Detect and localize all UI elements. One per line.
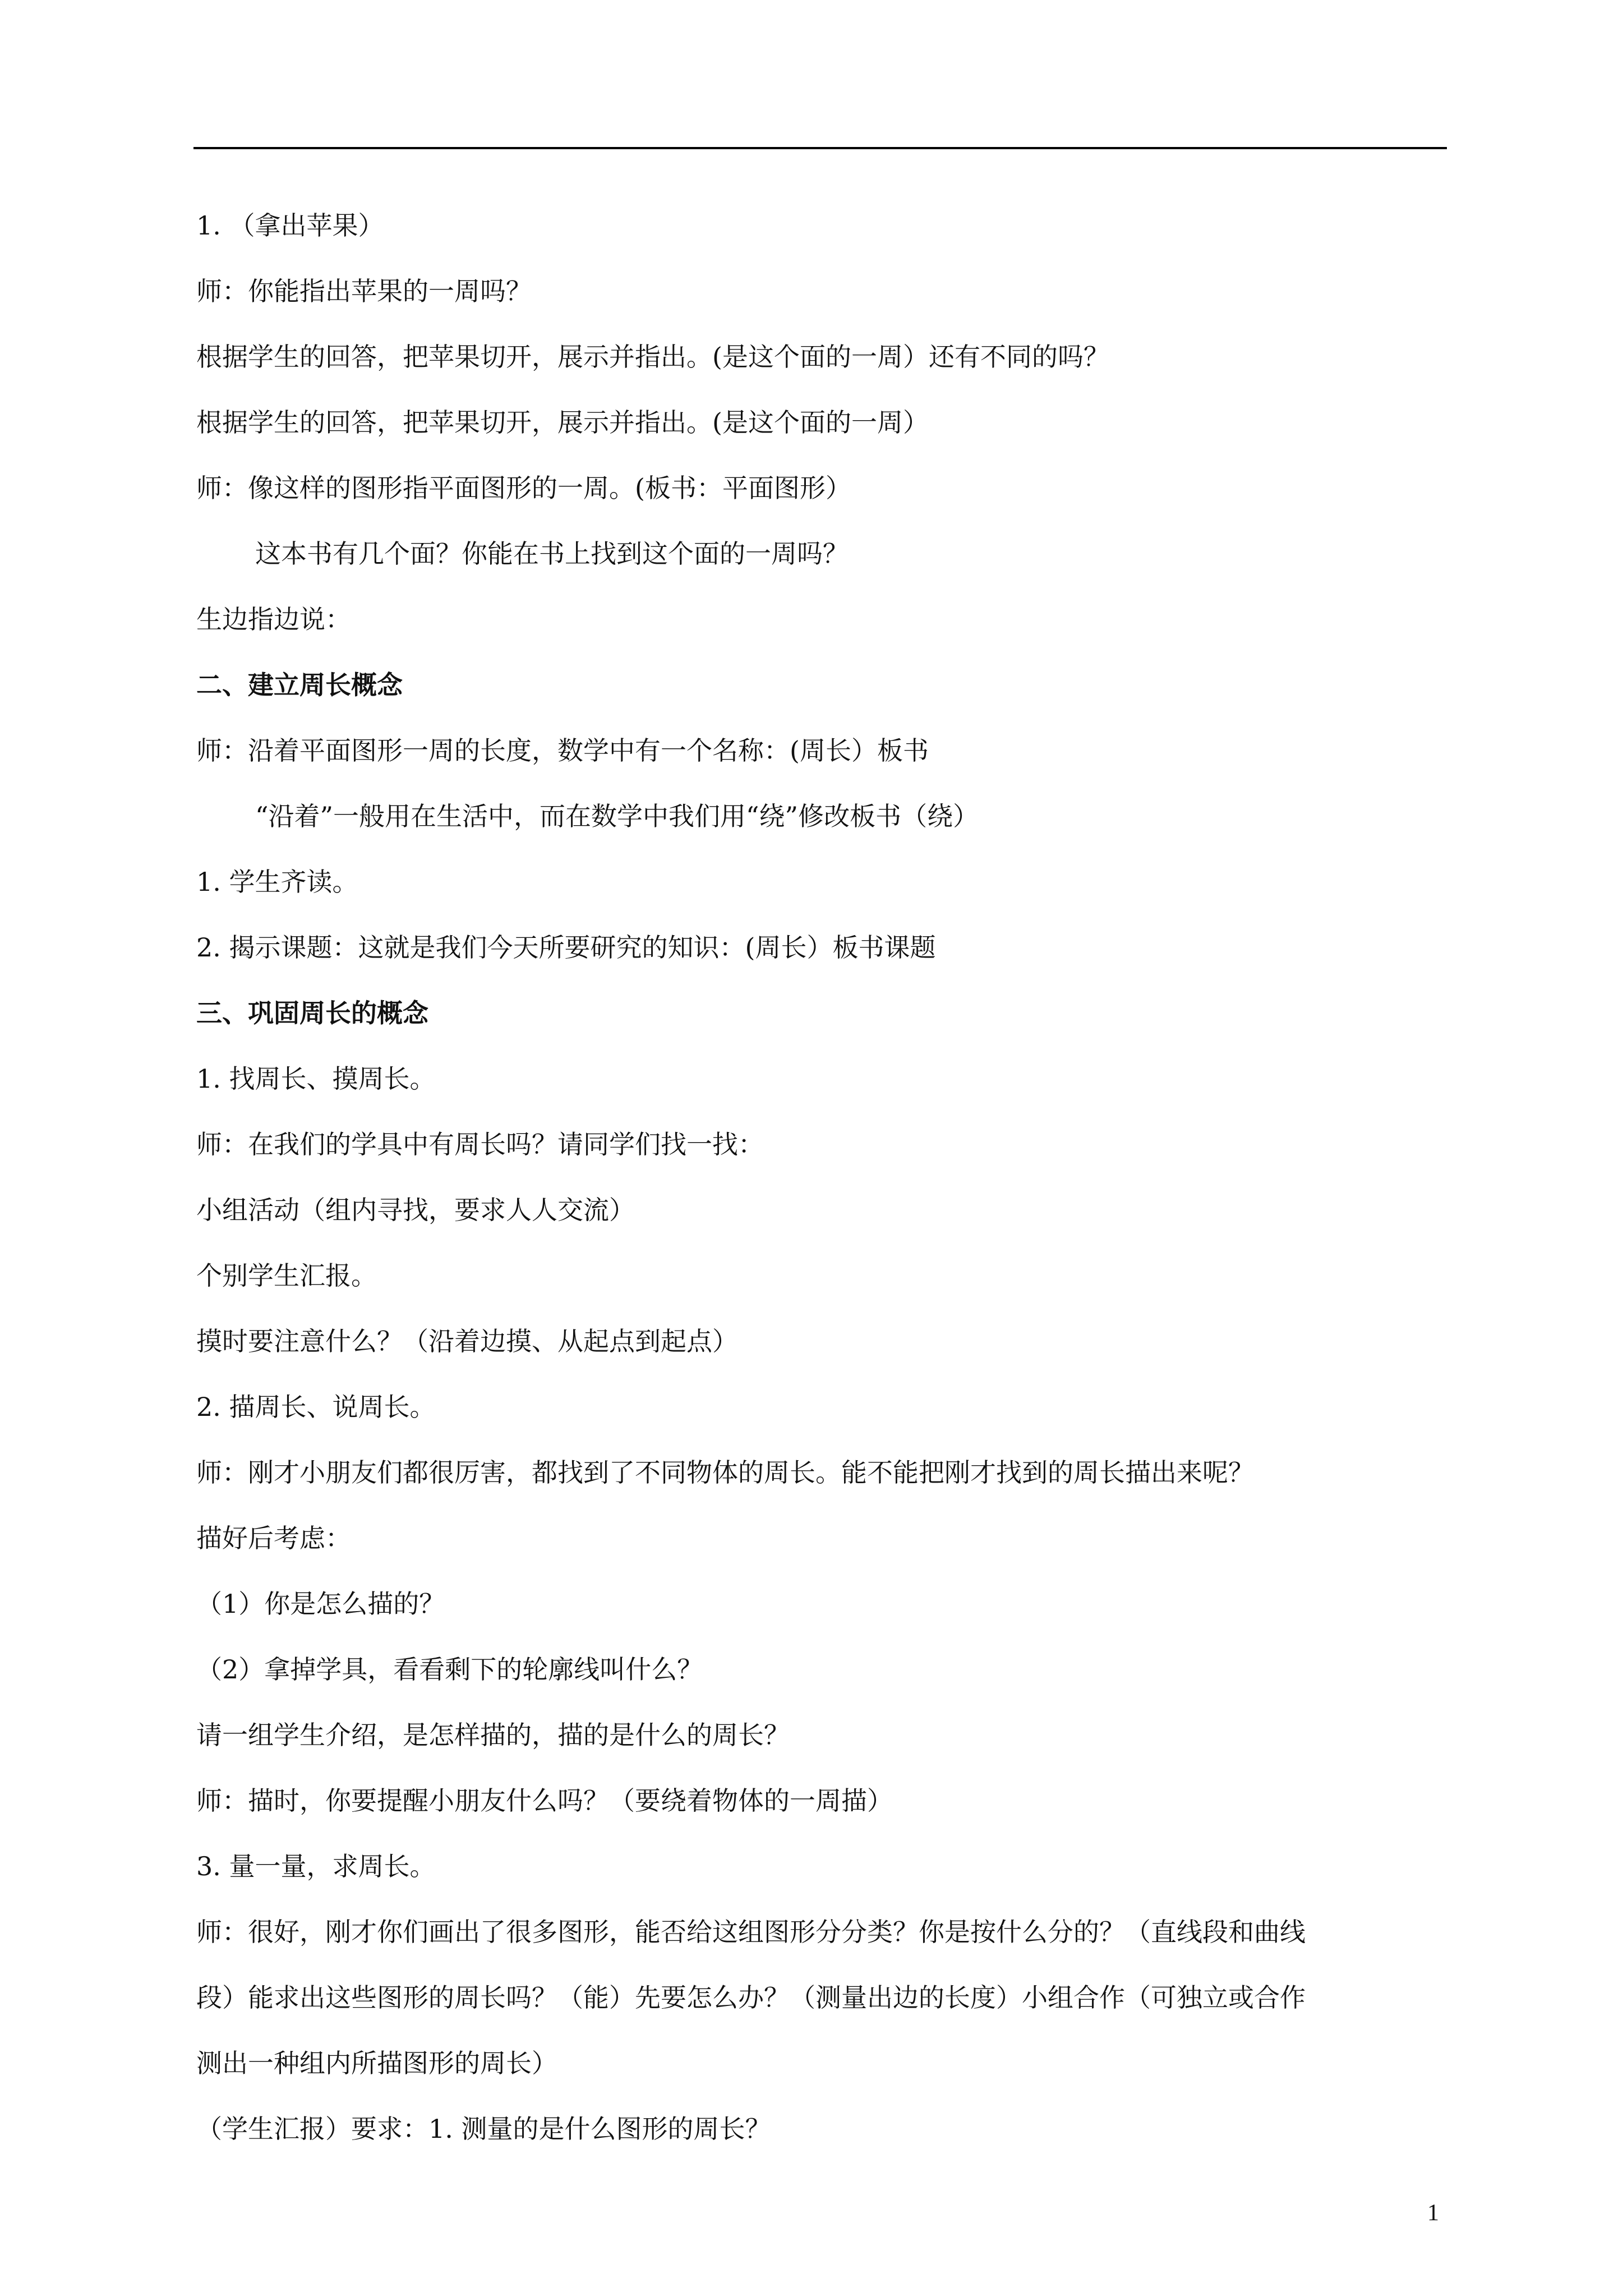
text-line: 师：刚才小朋友们都很厉害，都找到了不同物体的周长。能不能把刚才找到的周长描出来呢？ <box>196 1457 1254 1488</box>
text-line: 摸时要注意什么？（沿着边摸、从起点到起点） <box>196 1326 738 1356</box>
paragraph-line: 测出一种组内所描图形的周长） <box>196 2048 557 2078</box>
wrapped-paragraph <box>196 1915 1447 2080</box>
page-number: 1 <box>1427 2200 1439 2226</box>
text-line: 1. 学生齐读。 <box>196 867 358 897</box>
text-line: 2. 揭示课题：这就是我们今天所要研究的知识：(周长）板书课题 <box>196 932 936 963</box>
text-line: 根据学生的回答，把苹果切开，展示并指出。(是这个面的一周） <box>196 407 929 438</box>
text-line: 3. 量一量，求周长。 <box>196 1851 436 1881</box>
document-body <box>196 209 1447 2178</box>
text-line: 生边指边说： <box>196 604 351 634</box>
text-line: 请一组学生介绍，是怎样描的，描的是什么的周长？ <box>196 1720 790 1750</box>
text-line: 师：描时，你要提醒小朋友什么吗？（要绕着物体的一周描） <box>196 1786 893 1816</box>
header-rule <box>193 147 1447 149</box>
text-line: 1. 找周长、摸周长。 <box>196 1064 436 1094</box>
text-line: 师：像这样的图形指平面图形的一周。(板书：平面图形） <box>196 473 851 503</box>
text-line: 师：沿着平面图形一周的长度，数学中有一个名称：(周长）板书 <box>196 735 929 766</box>
text-line: 1. （拿出苹果） <box>196 210 384 241</box>
paragraph-line: 段）能求出这些图形的周长吗？（能）先要怎么办？（测量出边的长度）小组合作（可独立或合作 <box>196 1982 1306 2013</box>
paragraph-line: 师：很好，刚才你们画出了很多图形，能否给这组图形分分类？你是按什么分的？（直线段和曲线 <box>196 1917 1306 1947</box>
text-line: 师：你能指出苹果的一周吗？ <box>196 276 532 306</box>
text-line: 这本书有几个面？你能在书上找到这个面的一周吗？ <box>255 539 849 569</box>
text-line: 描好后考虑： <box>196 1523 351 1553</box>
text-line: （1）你是怎么描的？ <box>196 1589 445 1619</box>
text-line: （2）拿掉学具，看看剩下的轮廓线叫什么？ <box>196 1654 703 1685</box>
section-heading: 二、建立周长概念 <box>196 670 403 700</box>
section-heading: 三、巩固周长的概念 <box>196 998 428 1028</box>
text-line: （学生汇报）要求：1. 测量的是什么图形的周长？ <box>196 2114 771 2144</box>
text-line: 个别学生汇报。 <box>196 1260 377 1291</box>
text-line: 2. 描周长、说周长。 <box>196 1392 436 1422</box>
text-line: “沿着”一般用在生活中，而在数学中我们用“绕”修改板书（绕） <box>255 801 979 831</box>
text-line: 师：在我们的学具中有周长吗？请同学们找一找： <box>196 1129 764 1159</box>
text-line: 小组活动（组内寻找，要求人人交流） <box>196 1195 635 1225</box>
text-line: 根据学生的回答，把苹果切开，展示并指出。(是这个面的一周）还有不同的吗？ <box>196 342 1109 372</box>
